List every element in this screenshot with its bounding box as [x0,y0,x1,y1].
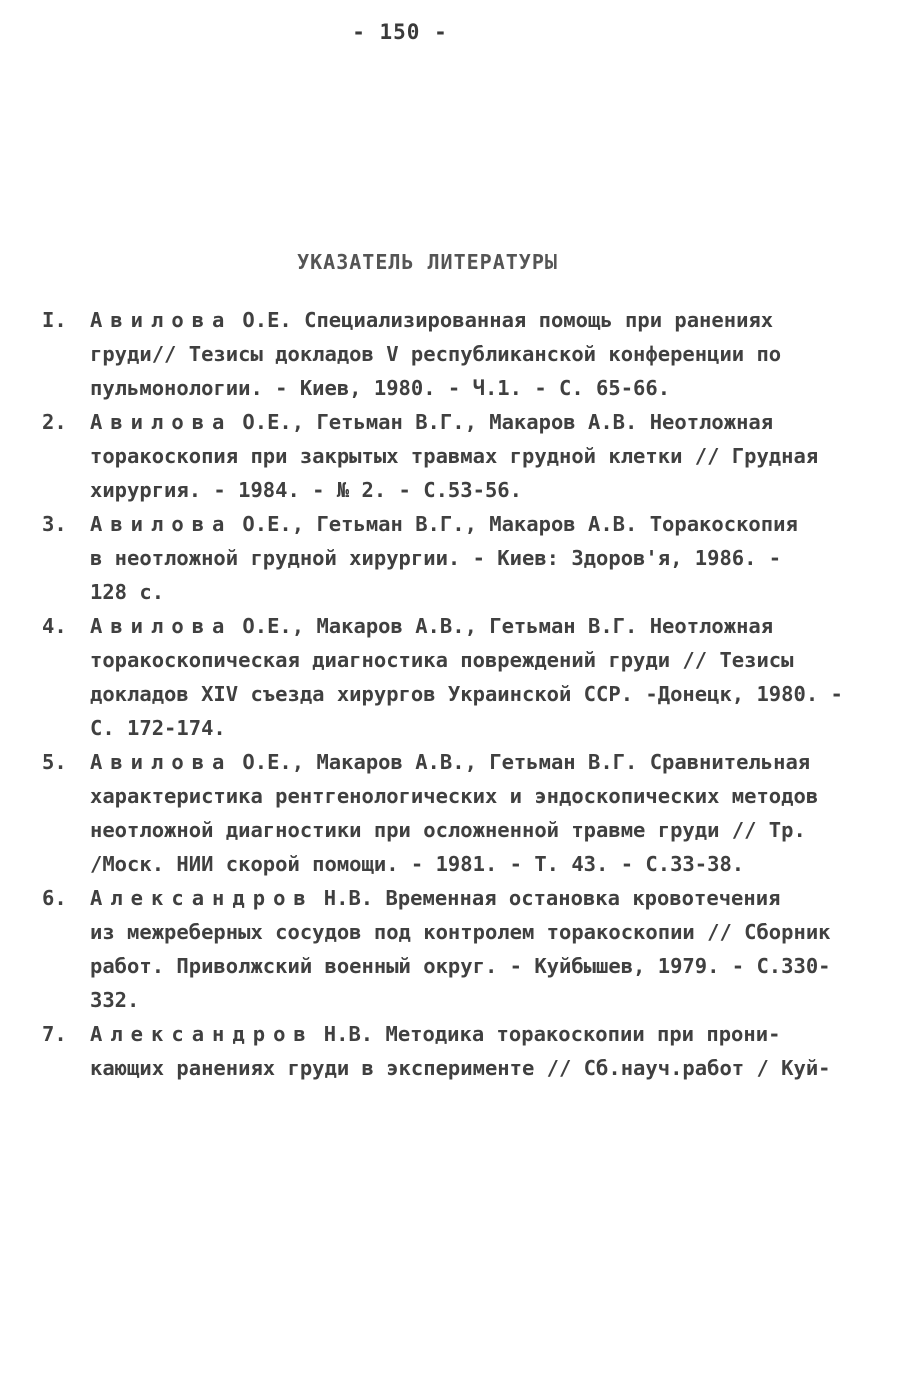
reference-item [42,405,882,507]
reference-line: Н.В. Временная остановка кровотечения [323,886,781,910]
reference-line: Н.В. Методика торакоскопии при прони- [323,1022,781,1046]
reference-number: 3. [42,512,67,536]
reference-item [42,609,882,745]
reference-line: О.Е., Гетьман В.Г., Макаров А.В. Торакоскопия [242,512,798,536]
reference-author: Александров [90,1022,314,1046]
reference-item [42,745,882,881]
reference-number: 7. [42,1022,67,1046]
reference-author: Авилова [90,750,233,774]
reference-author: Авилова [90,410,233,434]
reference-line: О.Е., Макаров А.В., Гетьман В.Г. Неотложная [242,614,774,638]
reference-line: 332. [90,988,140,1012]
reference-author: Александров [90,886,314,910]
reference-number: 4. [42,614,67,638]
reference-number: 6. [42,886,67,910]
bibliography-heading: УКАЗАТЕЛЬ ЛИТЕРАТУРЫ [297,250,558,274]
reference-author: Авилова [90,512,233,536]
reference-line: груди// Тезисы докладов V республиканской конференции по [90,342,782,366]
reference-line: кающих ранениях груди в эксперименте // Сб.науч.работ / Куй- [90,1056,831,1080]
reference-number: I. [42,308,67,332]
page-number: - 150 - [352,20,448,44]
reference-line: О.Е. Специализированная помощь при ранениях [242,308,774,332]
reference-line: торакоскопическая диагностика повреждений груди // Тезисы [90,648,794,672]
reference-line: неотложной диагностики при осложненной травме груди // Тр. [90,818,806,842]
reference-list [42,303,882,1085]
reference-number: 5. [42,750,67,774]
reference-item [42,1017,882,1085]
reference-number: 2. [42,410,67,434]
reference-item [42,881,882,1017]
reference-line: О.Е., Гетьман В.Г., Макаров А.В. Неотложная [242,410,774,434]
reference-author: Авилова [90,308,233,332]
reference-item [42,507,882,609]
reference-item [42,303,882,405]
reference-line: из межреберных сосудов под контролем торакоскопии // Сборник [90,920,831,944]
reference-line: работ. Приволжский военный округ. - Куйбышев, 1979. - С.330- [90,954,831,978]
reference-author: Авилова [90,614,233,638]
reference-line: /Моск. НИИ скорой помощи. - 1981. - Т. 43. - С.33-38. [90,852,745,876]
reference-line: пульмонологии. - Киев, 1980. - Ч.1. - С. 65-66. [90,376,671,400]
reference-line: торакоскопия при закрытых травмах грудной клетки // Грудная [90,444,819,468]
reference-line: хирургия. - 1984. - № 2. - С.53-56. [90,478,522,502]
reference-line: докладов XIV съезда хирургов Украинской ССР. -Донецк, 1980. - [90,682,843,706]
reference-line: С. 172-174. [90,716,226,740]
reference-line: характеристика рентгенологических и эндоскопических методов [90,784,819,808]
reference-line: О.Е., Макаров А.В., Гетьман В.Г. Сравнительная [242,750,811,774]
reference-line: 128 с. [90,580,165,604]
reference-line: в неотложной грудной хирургии. - Киев: Здоров'я, 1986. - [90,546,782,570]
